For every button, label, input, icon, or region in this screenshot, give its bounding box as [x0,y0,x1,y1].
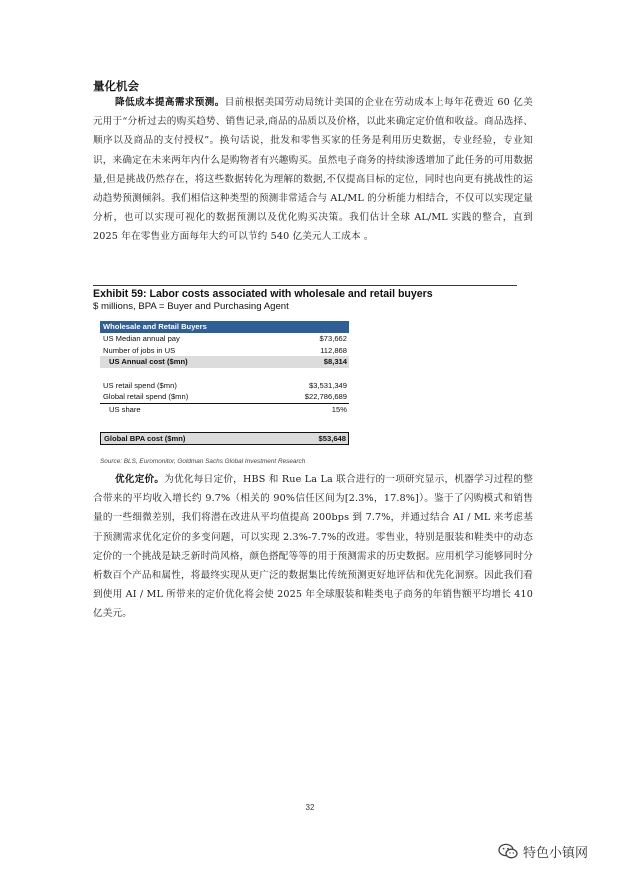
row-label: Global retail spend ($mn) [103,392,189,401]
table-row [100,380,349,392]
row-value: 15% [331,404,347,414]
exhibit-top-rule [93,285,517,286]
exhibit-source: Source: BLS, Euromonitor, Goldman Sachs Global Investment Research [100,458,306,465]
table-row [100,403,349,416]
watermark [498,842,588,861]
wechat-icon [498,843,518,860]
row-value: $73,662 [319,334,347,343]
page-number: 32 [305,803,315,812]
table-row-total [100,432,349,445]
row-label: Number of jobs in US [103,345,176,355]
paragraph-body: 目前根据美国劳动局统计美国的企业在劳动成本上每年花费近 60 亿美元用于“分析过去的购买趋势、销售记录,商品的品质以及价格，以此来确定定价值和收益。商品选择、顺序以及商品的支付授权”。换句话说，批发和零售买家的任务是利用历史数据，专业经验，专业知识，来确定在未来两年内什么是购物者有兴趣购买。虽然电子商务的持续渗透增加了此任务的可用数据量,但是挑战仍然存在，将这些数据转化为理解的数据,不仅提高目标的定位，同时也向更有挑战性的运动趋势预测倾斜。我们相信这种类型的预测非常适合与 AL/ML 的分析能力相结合，不仅可以实现定量分析，也可以实现可视化的数据预测以及优化购买决策。我们估计全球 AL/ML 实践的整合，直到 2025 年在零售业方面每年大约可以节约 540 亿美元人工成本 。 [93,97,533,243]
paragraph-lead: 优化定价。 [115,474,165,485]
exhibit-subtitle: $ millions, BPA = Buyer and Purchasing Agent [93,301,289,312]
table-row-subtotal [100,356,349,368]
row-value: $8,314 [323,357,347,366]
section-title: 量化机会 [93,79,139,93]
table-row [100,391,349,403]
row-value: $53,648 [318,434,346,443]
row-label: US share [109,404,141,414]
exhibit-title: Exhibit 59: Labor costs associated with wholesale and retail buyers [93,288,433,300]
row-label: US retail spend ($mn) [103,380,177,390]
watermark-text: 特色小镇网 [523,846,589,861]
row-value: $22,786,689 [304,392,347,401]
row-label: Global BPA cost ($mn) [104,434,186,443]
paragraph-pricing [93,470,533,624]
paragraph-lead: 降低成本提高需求预测。 [115,97,225,108]
table-header: Wholesale and Retail Buyers [100,321,349,333]
row-label: US Annual cost ($mn) [109,357,188,366]
table-row [100,345,349,357]
row-label: US Median annual pay [103,334,180,343]
paragraph-cost-reduction [93,93,533,247]
table-row [100,333,349,345]
paragraph-body: 为优化每日定价，HBS 和 Rue La La 联合进行的一项研究显示，机器学习过程的整合带来的平均收入增长约 9.7%（相关的 90%信任区间为[2.3%，17.8%]）。鉴于了闪购模式和销售量的一些细微差别，我们将潜在改进从平均值提高 200bps 到 7.7%，并通过结合 AI / ML 来考虑基于预测需求优化定价的多变问题，可以实现 2.3%-7.7%的改进。零售业，特别是服装和鞋类中的动态定价的一个挑战是缺乏新时尚风格，颜色搭配等等的用于预测需求的历史数据。应用机学习能够同时分析数百个产品和属性，将最终实现从更广泛的数据集比传统预测更好地评估和优先化洞察。因此我们看到使用 AI / ML 所带来的定价优化将会使 2025 年全球服装和鞋类电子商务的年销售额平均增长 410 亿美元。 [93,474,533,620]
labor-cost-table [100,321,349,445]
row-value: 112,868 [320,345,347,355]
row-value: $3,531,349 [308,380,347,390]
